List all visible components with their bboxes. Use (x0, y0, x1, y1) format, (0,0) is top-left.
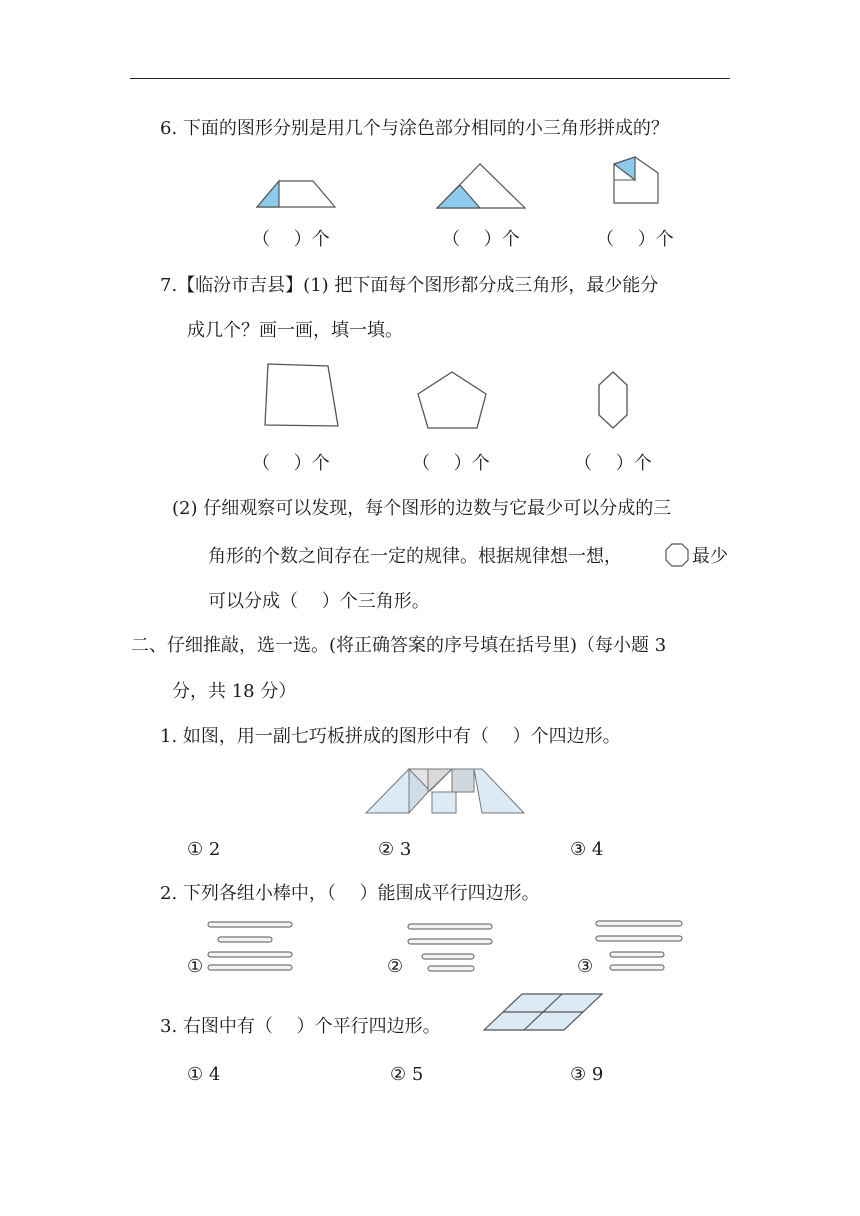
q1-option-2[interactable]: ② 3 (378, 839, 412, 860)
q2-option-3[interactable]: ③ (577, 956, 594, 977)
q7-blank-1[interactable]: （ ）个 (252, 453, 330, 474)
q1-option-1[interactable]: ① 2 (187, 839, 221, 860)
q1-option-3[interactable]: ③ 4 (570, 839, 604, 860)
q7-part2-line3: 可以分成（ ）个三角形。 (208, 591, 430, 612)
q6-figure-trapezoid (255, 178, 337, 210)
octagon-icon (664, 542, 690, 568)
q3-option-2[interactable]: ② 5 (390, 1064, 424, 1085)
q7-pentagon (416, 370, 490, 432)
shaded-triangle (257, 181, 279, 207)
q7-blank-2[interactable]: （ ）个 (412, 453, 490, 474)
q3-stem: 3. 右图中有（ ）个平行四边形。 (160, 1016, 441, 1037)
q6-blank-3[interactable]: （ ）个 (596, 229, 674, 250)
q2-option-2[interactable]: ② (387, 956, 404, 977)
q2-stick-group-3 (592, 916, 692, 976)
q6-figure-triangle (435, 162, 527, 210)
q7-part2-line1: (2) 仔细观察可以发现，每个图形的边数与它最少可以分成的三 (172, 498, 672, 519)
q6-figure-pentagon (612, 155, 662, 207)
q7-part2-line2b: 最少 (692, 546, 728, 567)
q2-stick-group-1 (200, 918, 300, 978)
q7-quadrilateral (262, 362, 342, 430)
q6-blank-1[interactable]: （ ）个 (252, 229, 330, 250)
q2-stick-group-2 (402, 918, 502, 978)
q3-option-3[interactable]: ③ 9 (570, 1064, 604, 1085)
q6-blank-2[interactable]: （ ）个 (442, 229, 520, 250)
q1-tangram-figure (364, 764, 526, 816)
section2-heading-line2: 分，共 18 分） (172, 681, 297, 702)
q7-hexagon (597, 370, 631, 432)
q3-option-1[interactable]: ① 4 (187, 1064, 221, 1085)
q1-stem: 1. 如图，用一副七巧板拼成的图形中有（ ）个四边形。 (160, 726, 621, 747)
q2-option-1[interactable]: ① (187, 956, 204, 977)
q7-stem-line2: 成几个？画一画，填一填。 (187, 320, 403, 341)
q2-stem: 2. 下列各组小棒中，（ ）能围成平行四边形。 (160, 883, 540, 904)
q7-part2-line2a: 角形的个数之间存在一定的规律。根据规律想一想， (208, 546, 622, 567)
q6-stem: 6. 下面的图形分别是用几个与涂色部分相同的小三角形拼成的？ (160, 118, 669, 139)
q3-parallelogram-figure (482, 992, 606, 1032)
q7-stem-line1: 7.【临汾市吉县】(1) 把下面每个图形都分成三角形，最少能分 (160, 275, 659, 296)
top-rule (130, 78, 730, 79)
q7-blank-3[interactable]: （ ）个 (574, 453, 652, 474)
section2-heading-line1: 二、仔细推敲，选一选。(将正确答案的序号填在括号里)（每小题 3 (131, 635, 667, 656)
